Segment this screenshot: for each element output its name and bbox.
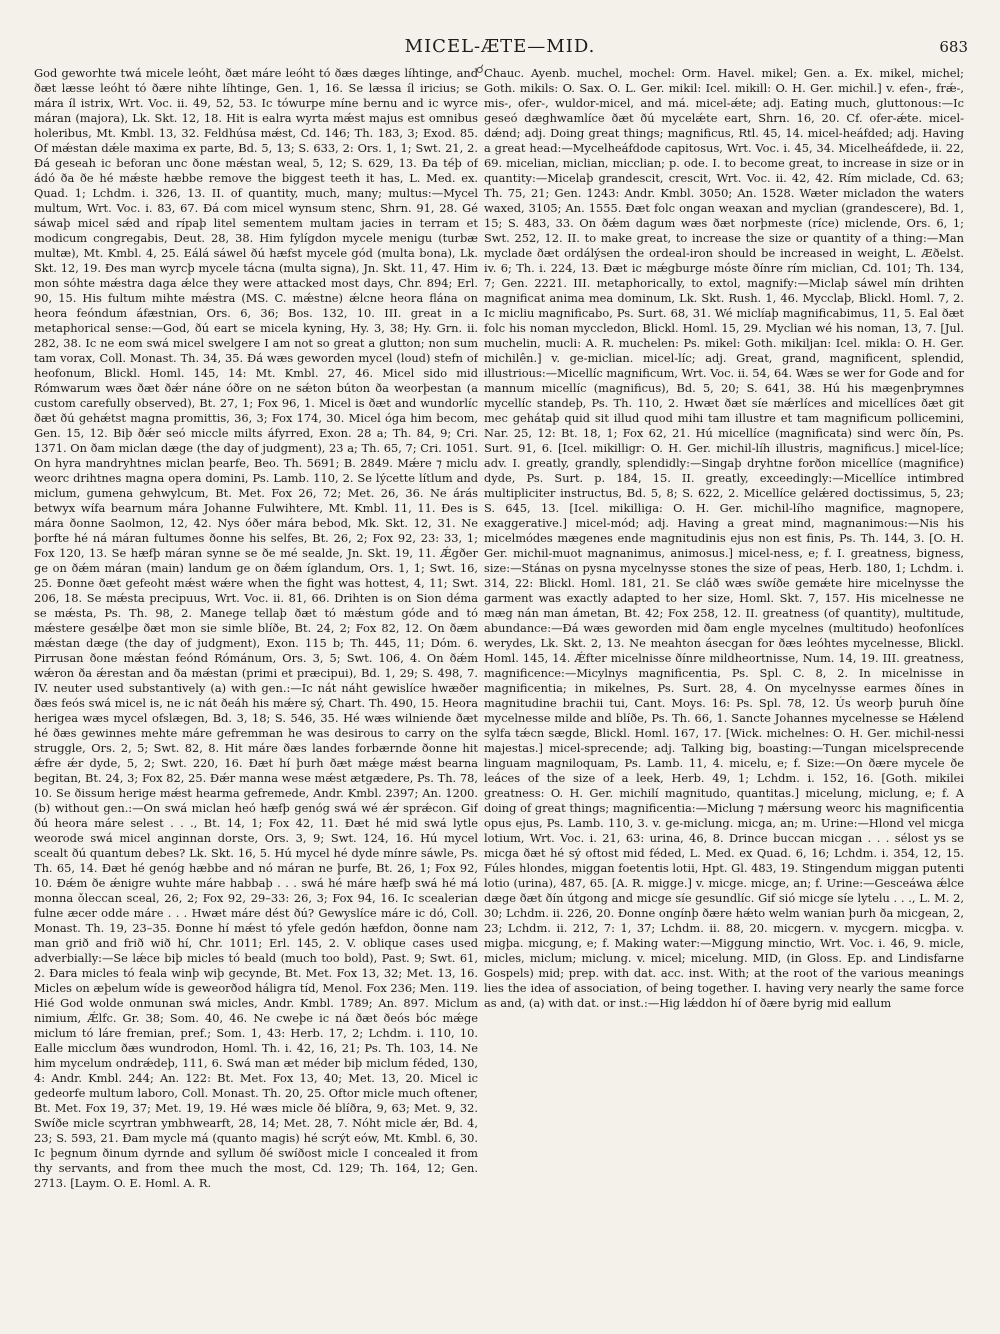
page-number: 683 — [939, 38, 968, 56]
left-column-text: God geworhte twá micele leóht, ðæt máre leóht tó ðæs dæges líhtinge, and ðæt læsse leóht tó ðære nihte líhtinge, Gen. 1, 16. Se læssa íl iricius; se mára íl istrix, Wrt. Voc. ii. 49, 52, 53. Ic tówurpe míne bernu and ic wyrce máran (majora), Lk. Skt. 12, 18. Hit is ealra wyrta mǽst majus est omnibus holeribus, Mt. Kmbl. 13, 32. Feldhúsa mǽst, Cd. 146; Th. 183, 3; Exod. 85. Of mǽstan dǽle maxima ex parte, Bd. 5, 13; S. 633, 2: Ors. 1, 1; Swt. 21, 2. Ðá geseah ic beforan unc ðone mǽstan weal, 5, 12; S. 629, 13. Ða téþ of ádó ða ðe hé mǽste hæbbe remove the biggest teeth it has, L. Med. ex. Quad. 1; Lchdm. i. 326, 13. II. of quantity, much, many; multus:—Mycel multum, Wrt. Voc. i. 83, 67. Ðá com micel wynsum stenc, Shrn. 91, 28. Gé sáwaþ micel sǽd and rípaþ litel sementem multam jacies in terram et modicum congregabis, Deut. 28, 38. Him fylígdon mycele menigu (turbæ multæ), Mt. Kmbl. 4, 25. Eálá sáwel ðú hæfst mycele gód (multa bona), Lk. Skt. 12, 19. Ðes man wyrcþ mycele tácna (multa signa), Jn. Skt. 11, 47. Him mon sóhte mǽstra daga ǽlce they were attacked most days, Chr. 894; Erl. 90, 15. His fultum mihte mǽstra (MS. C. mǽstne) ǽlcne heora flána on heora feóndum áfæstnian, Ors. 6, 36; Bos. 132, 10. III. great in a metaphorical sense:—God, ðú eart se micela kyning, Hy. 3, 38; Hy. Grn. ii. 282, 38. Ic ne eom swá micel swelgere I am not so great a glutton; non sum tam vorax, Coll. Monast. Th. 34, 35. Ðá wæs geworden mycel (loud) stefn of heofonum, Blickl. Homl. 145, 14: Mt. Kmbl. 27, 46. Micel sido mid Rómwarum wæs ðæt ðǽr náne óðre on ne sǽton búton ða weorþestan (a custom carefully observed), Bt. 27, 1; Fox 96, 1. Micel is ðæt and wundorlíc ðæt ðú gehǽtst magna promittis, 36, 3; Fox 174, 30. Micel óga him becom, Gen. 15, 12. Biþ ðǽr seó miccle milts áfyrred, Exon. 28 a; Th. 84, 9; Cri. 1371. On ðam miclan dæge (the day of judgment), 23 a; Th. 65, 7; Cri. 1051. On hyra mandryhtnes miclan þearfe, Beo. Th. 5691; B. 2849. Mǽre ⁊ miclu weorc drihtnes magna opera domini, Ps. Lamb. 110, 2. Se lýcette lítlum and miclum, gumena gehwylcum, Bt. Met. Fox 26, 72; Met. 26, 36. Ne árás betwyx wífa bearnum mára Johanne Fulwihtere, Mt. Kmbl. 11, 11. Ðes is mára ðonne Saolmon, 12, 42. Nys óðer mára bebod, Mk. Skt. 12, 31. Ne þorfte hé ná máran fultumes ðonne his selfes, Bt. 26, 2; Fox 92, 23: 33, 1; Fox 120, 13. Se hæfþ máran synne se ðe mé sealde, Jn. Skt. 19, 11. Ǽgðer ge on ðǽm máran (main) landum ge on ðǽm íglandum, Ors. 1, 1; Swt. 16, 25. Ðonne ðæt gefeoht mǽst wǽre when the fight was hottest, 4, 11; Swt. 206, 18. Se mǽsta precipuus, Wrt. Voc. ii. 81, 66. Drihten is on Sion déma se mǽsta, Ps. Th. 98, 2. Manege tellaþ ðæt tó mǽstum góde and tó mǽstere gesǽlþe ðæt mon sie simle blíðe, Bt. 24, 2; Fox 82, 12. On ðæm mǽstan dæge (the day of judgment), Exon. 115 b; Th. 445, 11; Dóm. 6. Pirrusan ðone mǽstan feónd Rómánum, Ors. 3, 5; Swt. 106, 4. On ðǽm wǽron ða ǽrestan and ða mǽstan (primi et præcipui), Bd. 1, 29; S. 498, 7. IV. neuter used substantively (a) with gen.:—Ic nát náht gewislíce hwæðer ðæs feós swá micel is, ne ic nát ðeáh his mǽre sý, Chart. Th. 490, 15. Heora herigea wæs mycel ofslægen, Bd. 3, 18; S. 546, 35. Hé wæs wilniende ðæt hé ðæs gewinnes mehte máre gefremman he was desirous to carry on the struggle, Ors. 2, 5; Swt. 82, 8. Hit máre ðæs landes forbærnde ðonne hit ǽfre ǽr dyde, 5, 2; Swt. 220, 16. Ðæt hí þurh ðæt mǽge mǽst bearna begitan, Bt. 24, 3; Fox 82, 25. Ðǽr manna wese mǽst ætgædere, Ps. Th. 78, 10. Se ðissum herige mǽst hearma gefremede, Andr. Kmbl. 2397; An. 1200. (b) without gen.:—On swá miclan heó hæfþ genóg swá wé ǽr sprǽcon. Gif ðú heora máre selest . . ., Bt. 14, 1; Fox 42, 11. Ðæt hé mid swá lytle weorode swá micel anginnan dorste, Ors. 3, 9; Swt. 124, 16. Hú mycel scealt ðú quantum debes? Lk. Skt. 16, 5. Hú mycel hé dyde mínre sáwle, Ps. Th. 65, 14. Ðæt hé genóg hæbbe and nó máran ne þurfe, Bt. 26, 1; Fox 92, 10. Ðǽm ðe ǽnigre wuhte máre habbaþ . . . swá hé máre hæfþ swá hé má monna ǒleccan sceal, 26, 2; Fox 92, 29–33: 26, 3; Fox 94, 16. Ic scealerian fulne æcer odde máre . . . Hwæt máre dést ðú? Gewyslíce máre ic dó, Coll. Monast. Th. 19, 23–35. Ðonne hí mǽst tó yfele gedón hæfdon, ðonne nam man grið and frið wið hí, Chr. 1011; Erl. 145, 2. V. oblique cases used adverbially:—Se lǽce biþ micles tó beald (much too bold), Past. 9; Swt. 61, 2. Ðara micles tó feala winþ wiþ gecynde, Bt. Met. Fox 13, 32; Met. 13, 16. Micles on æþelum wíde is geweorðod háligra tíd, Menol. Fox 236; Men. 119. Hié God wolde onmunan swá micles, Andr. Kmbl. 1789; An. 897. Miclum nimium, Ǽlfc. Gr. 38; Som. 40, 46. Ne cweþe ic ná ðæt ðeós bóc mǽge miclum tó láre fremian, pref.; Som. 1, 43: Herb. 17, 2; Lchdm. i. 110, 10. Ealle micclum ðæs wundrodon, Homl. Th. i. 42, 16, 21; Ps. Th. 103, 14. Ne him mycelum ondrǽdeþ, 111, 6. Swá man æt méder biþ miclum féded, 130, 4: Andr. Kmbl. 244; An. 122: Bt. Met. Fox 13, 40; Met. 13, 20. Micel ic gedeorfe multum laboro, Coll. Monast. Th. 20, 25. Oftor micle much oftener, Bt. Met. Fox 19, 37; Met. 19, 19. Hé wæs micle ðé blíðra, 9, 63; Met. 9, 32. Swíðe micle scyrtran ymbhwearft, 28, 14; Met. 28, 7. Nóht micle ǽr, Bd. 4, 23; S. 593, 21. Ðam mycle má (quanto magis) hé scrýt eów, Mt. Kmbl. 6, 30. Ic þegnum ðinum dyrnde and syllum ðé swíðost micle I concealed it from thy servants, and from thee much the most, Cd. 129; Th. 164, 12; Gen. 2713. [Laym. O. E. Homl. A. R. — [34, 66, 478, 1190]
page-header — [0, 32, 1000, 60]
right-column — [484, 66, 964, 1316]
right-column-text: Chauc. Ayenb. muchel, mochel: Orm. Havel. mikel; Gen. a. Ex. mikel, michel; Goth. mikils: O. Sax. O. L. Ger. mikil: Icel. mikill: O. H. Ger. michil.] v. efen-, frǽ-, mis-, ofer-, wuldor-micel, and má. micel-ǽte; adj. Eating much, gluttonous:—Ic geseó dæghwamlíce ðæt ðú mycelǽte eart, Shrn. 16, 20. Cf. ofer-ǽte. micel-dǽnd; adj. Doing great things; magnificus, Rtl. 45, 14. micel-heáfded; adj. Having a great head:—Mycelheáfdode capitosus, Wrt. Voc. i. 45, 34. Micelheáfdede, ii. 22, 69. micelian, miclian, micclian; p. ode. I. to become great, to increase in size or in quantity:—Micelaþ grandescit, crescit, Wrt. Voc. ii. 42, 42. Rím miclade, Cd. 63; Th. 75, 21; Gen. 1243: Andr. Kmbl. 3050; An. 1528. Wæter micladon the waters waxed, 3105; An. 1555. Ðæt folc ongan weaxan and myclian (grandescere), Bd. 1, 15; S. 483, 33. On ðǽm dagum wæs ðæt norþmeste (ríce) miclende, Ors. 6, 1; Swt. 252, 12. II. to make great, to increase the size or quantity of a thing:—Man myclade ðæt ordálýsen the ordeal-iron should be increased in weight, L. Æðelst. iv. 6; Th. i. 224, 13. Ðæt ic mǽgburge móste ðínre rím miclian, Cd. 101; Th. 134, 7; Gen. 2221. III. metaphorically, to extol, magnify:—Miclaþ sáwel mín drihten magnificat anima mea dominum, Lk. Skt. Rush. 1, 46. Mycclaþ, Blickl. Homl. 7, 2. Ic micliu magnificabo, Ps. Surt. 68, 31. Wé miclíaþ magnificabimus, 11, 5. Eal ðæt folc his noman myccledon, Blickl. Homl. 15, 29. Myclian wé his noman, 13, 7. [Jul. muchelin, mucli: A. R. muchelen: Ps. mikel: Goth. mikiljan: Icel. mikla: O. H. Ger. michilên.] v. ge-miclian. micel-líc; adj. Great, grand, magnificent, splendid, illustrious:—Micellíc magnificum, Wrt. Voc. ii. 54, 64. Wæs se wer for Gode and for mannum micellíc (magnificus), Bd. 5, 20; S. 641, 38. Hú his mægenþrymnes mycellíc standeþ, Ps. Th. 110, 2. Hwæt ðæt síe mǽrlíces and micellíces ðæt git mec gehátaþ quid sit illud quod mihi tam illustre et tam magnificum pollicemini, Nar. 25, 12: Bt. 18, 1; Fox 62, 21. Hú micellíce (magnificata) sind werc ðín, Ps. Surt. 91, 6. [Icel. mikilligr: O. H. Ger. michil-líh illustris, magnificus.] micel-líce; adv. I. greatly, grandly, splendidly:—Singaþ dryhtne forðon micellíce (magnifice) dyde, Ps. Surt. p. 184, 15. II. greatly, exceedingly:—Micellíce intimbred multipliciter instructus, Bd. 5, 8; S. 622, 2. Micellíce gelǽred doctissimus, 5, 23; S. 645, 13. [Icel. mikilliga: O. H. Ger. michil-lího magnifice, magnopere, exaggerative.] micel-mód; adj. Having a great mind, magnanimous:—Nis his micelmódes mægenes ende magnitudinis ejus non est finis, Ps. Th. 144, 3. [O. H. Ger. michil-muot magnanimus, animosus.] micel-ness, e; f. I. greatness, bigness, size:—Stánas on pysna mycelnysse stones the size of peas, Herb. 180, 1; Lchdm. i. 314, 22: Blickl. Homl. 181, 21. Se cláð wæs swíðe gemǽte hire micelnysse the garment was exactly adapted to her size, Homl. Skt. 7, 157. His micelnesse ne mæg nán man ámetan, Bt. 42; Fox 258, 12. II. greatness (of quantity), multitude, abundance:—Ðá wæs geworden mid ðam engle mycelnes (multitudo) heofonlíces werydes, Lk. Skt. 2, 13. Ne meahton ásecgan for ðæs leóhtes mycelnesse, Blickl. Homl. 145, 14. Ǽfter micelnisse ðínre mildheortnisse, Num. 14, 19. III. greatness, magnificence:—Micylnys magnificentia, Ps. Spl. C. 8, 2. In micelnisse in magnificentia; in mikelnes, Ps. Surt. 28, 4. On mycelnysse earmes ðínes in magnitudine brachii tui, Cant. Moys. 16: Ps. Spl. 78, 12. Ús weorþ þuruh ðíne mycelnesse milde and blíðe, Ps. Th. 66, 1. Sancte Johannes mycelnesse se Hǽlend sylfa tǽcn sægde, Blickl. Homl. 167, 17. [Wick. michelnes: O. H. Ger. michil-nessi majestas.] micel-sprecende; adj. Talking big, boasting:—Tungan micelsprecende linguam magniloquam, Ps. Lamb. 11, 4. micelu, e; f. Size:—On ðære mycele ðe leáces of the size of a leek, Herb. 49, 1; Lchdm. i. 152, 16. [Goth. mikilei greatness: O. H. Ger. michilí magnitudo, quantitas.] micelung, miclung, e; f. A doing of great things; magnificentia:—Miclung ⁊ mǽrsung weorc his magnificentia opus ejus, Ps. Lamb. 110, 3. v. ge-miclung. micga, an; m. Urine:—Hlond vel micga lotium, Wrt. Voc. i. 21, 63: urina, 46, 8. Drince buccan micgan . . . sélost ys se micga ðæt hé sý oftost mid féded, L. Med. ex Quad. 6, 16; Lchdm. i. 354, 12, 15. Fúles hlondes, miggan foetentis lotii, Hpt. Gl. 483, 19. Stingendum miggan putenti lotio (urina), 487, 65. [A. R. migge.] v. micge. micge, an; f. Urine:—Gesceáwa ǽlce dæge ðæt ðín útgong and micge síe gesundlíc. Gif sió micge síe lytelu . . ., L. M. 2, 30; Lchdm. ii. 226, 20. Ðonne ongínþ ðære hǽto welm wanian þurh ða micgean, 2, 23; Lchdm. ii. 212, 7: 1, 37; Lchdm. ii. 88, 20. micgern. v. mycgern. micgþa. v. migþa. micgung, e; f. Making water:—Miggung minctio, Wrt. Voc. i. 46, 9. micle, micles, miclum; miclung. v. micel; micelung. MID, (in Gloss. Ep. and Lindisfarne Gospels) mid; prep. with dat. acc. inst. With; at the root of the various meanings lies the idea of association, of being together. I. having very nearly the same force as and, (a) with dat. or inst.:—Hig lǽddon hí of ðære byrig mid eallum — [484, 66, 964, 1010]
left-column — [34, 66, 478, 1316]
running-head: MICEL-ÆTE—MID. — [404, 36, 596, 57]
gutter-ornament: ☌ — [475, 62, 485, 76]
